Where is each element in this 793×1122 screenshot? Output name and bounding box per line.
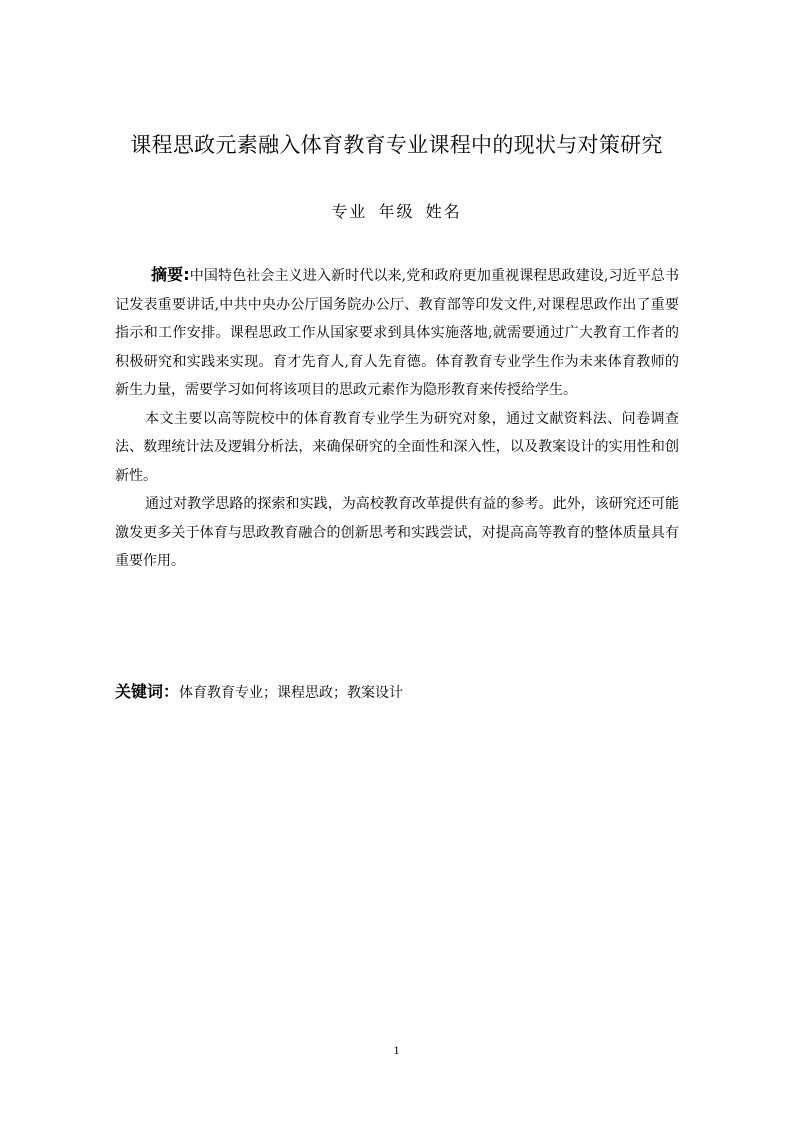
page-number: 1 xyxy=(393,1043,400,1057)
abstract-paragraph-1 xyxy=(115,261,679,405)
abstract-text-1: 中国特色社会主义进入新时代以来,党和政府更加重视课程思政建设,习近平总书记发表重要讲话,中共中央办公厅国务院办公厅、教育部等印发文件,对课程思政作出了重要指示和工作安排。课程思政工作从国家要求到具体实施落地,就需要通过广大教育工作者的积极研究和实践来实现。育才先育人,育人先育德。体育教育专业学生作为未来体育教师的新生力量，需要学习如何将该项目的思政元素作为隐形教育来传授给学生。 xyxy=(115,268,679,398)
author-line: 专业 年级 姓名 xyxy=(331,202,462,221)
abstract-label: 摘要: xyxy=(151,265,190,284)
paper-title: 课程思政元素融入体育教育专业课程中的现状与对策研究 xyxy=(130,133,663,157)
keywords-text: 体育教育专业；课程思政；教案设计 xyxy=(179,685,404,701)
abstract-paragraph-3: 通过对教学思路的探索和实践，为高校教育改革提供有益的参考。此外，该研究还可能激发更多关于体育与思政教育融合的创新思考和实践尝试，对提高高等教育的整体质量具有重要作用。 xyxy=(115,496,679,569)
keywords-section xyxy=(115,678,679,707)
abstract-section xyxy=(115,261,679,576)
abstract-paragraph-2: 本文主要以高等院校中的体育教育专业学生为研究对象，通过文献资料法、问卷调查法、数理统计法及逻辑分析法，来确保研究的全面性和深入性，以及教案设计的实用性和创新性。 xyxy=(115,410,679,484)
keywords-label: 关键词： xyxy=(115,682,180,701)
